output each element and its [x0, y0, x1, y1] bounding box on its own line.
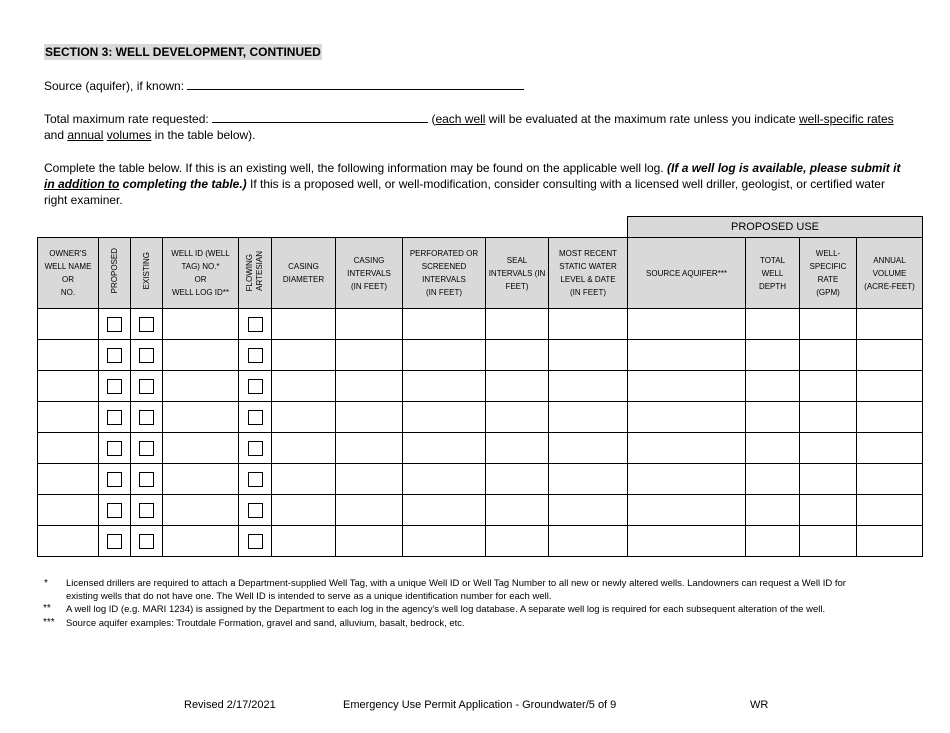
rate-volumes: volumes: [106, 128, 152, 142]
h-mr-3: LEVEL & DATE: [560, 275, 616, 284]
h-owner-2: WELL NAME: [44, 262, 92, 271]
table-cell: [239, 340, 272, 371]
table-cell[interactable]: [272, 340, 336, 371]
source-aquifer-label: Source (aquifer), if known:: [44, 79, 185, 93]
table-cell: [239, 402, 272, 433]
col-static-water-level: [549, 238, 628, 309]
table-row: [38, 495, 923, 526]
col-proposed: [99, 238, 131, 309]
table-cell[interactable]: [38, 464, 99, 495]
table-cell[interactable]: [38, 402, 99, 433]
table-cell: [131, 526, 163, 557]
flowing-artesian-checkbox[interactable]: [248, 534, 263, 549]
table-cell[interactable]: [746, 495, 800, 526]
h-ci-3: (IN FEET): [351, 281, 387, 291]
existing-checkbox[interactable]: [139, 379, 154, 394]
table-cell[interactable]: [746, 433, 800, 464]
footnote-3-text: Source aquifer examples: Troutdale Formation, gravel and sand, alluvium, basalt, bedrock, etc.: [66, 618, 465, 629]
footer-title: Emergency Use Permit Application - Groundwater/5 of 9: [343, 699, 617, 711]
table-cell: [99, 402, 131, 433]
table-cell: [131, 464, 163, 495]
proposed-checkbox[interactable]: [107, 534, 122, 549]
table-cell[interactable]: [628, 340, 746, 371]
flowing-artesian-checkbox[interactable]: [248, 472, 263, 487]
table-cell[interactable]: [336, 309, 403, 340]
table-cell[interactable]: [336, 526, 403, 557]
table-cell[interactable]: [163, 495, 239, 526]
table-cell[interactable]: [272, 464, 336, 495]
col-well-specific-rate: [800, 238, 857, 309]
col-flowing-artesian: [239, 238, 272, 309]
table-cell[interactable]: [857, 464, 923, 495]
h-ps-3: INTERVALS: [422, 275, 466, 284]
table-cell: [239, 526, 272, 557]
table-cell: [99, 526, 131, 557]
table-cell[interactable]: [857, 526, 923, 557]
table-cell[interactable]: [272, 526, 336, 557]
table-cell[interactable]: [549, 371, 628, 402]
table-cell[interactable]: [857, 402, 923, 433]
table-cell[interactable]: [486, 309, 549, 340]
h-owner-4: NO.: [60, 288, 76, 297]
table-cell[interactable]: [403, 526, 486, 557]
table-cell[interactable]: [800, 495, 857, 526]
h-seal-1: SEAL: [506, 255, 528, 265]
table-cell[interactable]: [549, 309, 628, 340]
table-cell: [239, 309, 272, 340]
table-cell[interactable]: [38, 340, 99, 371]
table-cell[interactable]: [403, 309, 486, 340]
h-source-aquifer: SOURCE AQUIFER***: [646, 268, 727, 278]
table-cell: [99, 464, 131, 495]
col-annual-volume: [857, 238, 923, 309]
instructions-line-2: [44, 176, 885, 192]
col-casing-intervals: [336, 238, 403, 309]
flowing-artesian-checkbox[interactable]: [248, 348, 263, 363]
table-cell[interactable]: [800, 309, 857, 340]
section-title: SECTION 3: WELL DEVELOPMENT, CONTINUED: [45, 45, 321, 59]
rate-and: and: [44, 128, 68, 142]
col-seal-intervals: [486, 238, 549, 309]
footer-code: WR: [750, 699, 769, 711]
proposed-checkbox[interactable]: [107, 317, 122, 332]
h-casing-1: CASING: [288, 262, 319, 271]
table-cell[interactable]: [800, 340, 857, 371]
h-mr-2: STATIC WATER: [559, 262, 617, 271]
table-cell[interactable]: [628, 371, 746, 402]
h-td-1: TOTAL: [759, 255, 786, 265]
table-cell[interactable]: [163, 402, 239, 433]
h-seal-2: INTERVALS (IN: [488, 268, 546, 278]
table-cell[interactable]: [800, 402, 857, 433]
h-ps-4: (IN FEET): [426, 288, 462, 297]
h-av-2: VOLUME: [872, 268, 907, 278]
table-cell: [99, 433, 131, 464]
table-cell: [99, 371, 131, 402]
table-cell[interactable]: [800, 371, 857, 402]
h-existing: EXISTING: [141, 252, 151, 290]
proposed-checkbox[interactable]: [107, 472, 122, 487]
footer-revised: Revised 2/17/2021: [184, 699, 276, 711]
table-cell[interactable]: [549, 495, 628, 526]
h-mr-4: (IN FEET): [570, 288, 606, 297]
table-cell[interactable]: [163, 309, 239, 340]
flowing-artesian-checkbox[interactable]: [248, 379, 263, 394]
existing-checkbox[interactable]: [139, 317, 154, 332]
instructions-a: Complete the table below. If this is an existing well, the following information may be found on the applicable well log.: [44, 161, 668, 175]
h-proposed: PROPOSED: [109, 248, 119, 294]
h-ws-1: WELL-: [815, 249, 841, 258]
table-cell[interactable]: [403, 402, 486, 433]
table-cell[interactable]: [403, 495, 486, 526]
instructions-d: completing the table.): [119, 177, 247, 191]
col-casing-diameter: [272, 238, 336, 309]
existing-checkbox[interactable]: [139, 410, 154, 425]
table-cell[interactable]: [746, 526, 800, 557]
table-cell[interactable]: [549, 433, 628, 464]
table-spacer: [38, 217, 628, 238]
table-cell[interactable]: [857, 371, 923, 402]
table-cell[interactable]: [857, 340, 923, 371]
h-av-1: ANNUAL: [873, 255, 906, 265]
h-td-3: DEPTH: [758, 281, 787, 291]
table-cell[interactable]: [549, 402, 628, 433]
flowing-artesian-checkbox[interactable]: [248, 410, 263, 425]
footnote-1-mark: *: [44, 578, 48, 589]
h-wellid-4: WELL LOG ID**: [171, 288, 230, 297]
h-ws-3: RATE: [817, 275, 839, 284]
table-cell[interactable]: [336, 495, 403, 526]
table-cell[interactable]: [628, 309, 746, 340]
table-cell: [239, 495, 272, 526]
h-seal-3: FEET): [505, 281, 529, 291]
table-cell[interactable]: [486, 526, 549, 557]
h-ws-2: SPECIFIC: [809, 262, 847, 271]
table-cell: [99, 309, 131, 340]
table-cell[interactable]: [38, 433, 99, 464]
rate-each-well: each well: [435, 112, 486, 126]
table-cell[interactable]: [486, 371, 549, 402]
table-cell[interactable]: [163, 371, 239, 402]
table-cell[interactable]: [800, 433, 857, 464]
h-ci-2: INTERVALS: [347, 268, 391, 278]
table-cell: [131, 371, 163, 402]
table-cell: [131, 402, 163, 433]
table-cell[interactable]: [272, 309, 336, 340]
table-cell[interactable]: [272, 371, 336, 402]
table-cell[interactable]: [272, 402, 336, 433]
col-perforated-intervals: [403, 238, 486, 309]
flowing-artesian-checkbox[interactable]: [248, 317, 263, 332]
h-artesian: ARTESIAN: [255, 251, 264, 291]
footnote-2-text: A well log ID (e.g. MARI 1234) is assigned by the Department to each log in the agency's well log database. A separate well log is required for each subsequent alteration of the well.: [66, 604, 826, 615]
table-cell[interactable]: [486, 340, 549, 371]
table-cell: [131, 340, 163, 371]
col-source-aquifer: [628, 238, 746, 309]
table-cell[interactable]: [403, 371, 486, 402]
table-cell[interactable]: [746, 402, 800, 433]
table-cell[interactable]: [163, 526, 239, 557]
table-row: [38, 309, 923, 340]
table-cell[interactable]: [336, 371, 403, 402]
max-rate-label: Total maximum rate requested:: [44, 112, 209, 126]
table-cell[interactable]: [486, 433, 549, 464]
h-td-2: WELL: [761, 268, 784, 278]
table-cell[interactable]: [38, 371, 99, 402]
footnote-1-line-1: Licensed drillers are required to attach a Department-supplied Well Tag, with a unique Well ID or Well Tag Number to all new or newly altered wells. Landowners can request a Well ID for: [66, 578, 846, 589]
rate-annual: annual: [67, 128, 104, 142]
well-rows: [38, 309, 923, 557]
table-cell: [131, 309, 163, 340]
table-cell: [99, 340, 131, 371]
col-existing: [131, 238, 163, 309]
table-cell[interactable]: [549, 340, 628, 371]
table-cell[interactable]: [857, 495, 923, 526]
proposed-checkbox[interactable]: [107, 441, 122, 456]
table-cell[interactable]: [272, 433, 336, 464]
table-cell[interactable]: [272, 495, 336, 526]
rate-text-1: (: [431, 112, 436, 126]
table-cell[interactable]: [800, 526, 857, 557]
h-ps-1: PERFORATED OR: [409, 249, 479, 258]
max-rate-line-2: [44, 127, 256, 143]
table-cell[interactable]: [746, 340, 800, 371]
table-cell[interactable]: [800, 464, 857, 495]
table-cell[interactable]: [857, 309, 923, 340]
proposed-checkbox[interactable]: [107, 410, 122, 425]
well-table: [37, 216, 923, 557]
h-wellid-2: TAG) NO.*: [181, 262, 220, 271]
table-row: [38, 371, 923, 402]
instructions-line-1: [44, 160, 900, 176]
instructions-c: in addition to: [44, 177, 120, 191]
h-wellid-3: OR: [194, 275, 207, 284]
table-cell[interactable]: [628, 433, 746, 464]
table-cell[interactable]: [628, 495, 746, 526]
column-header-row: [38, 238, 923, 309]
rate-text-2: will be evaluated at the maximum rate unless you indicate: [485, 112, 799, 126]
table-cell[interactable]: [163, 464, 239, 495]
footnote-3-mark: ***: [43, 617, 55, 628]
existing-checkbox[interactable]: [139, 348, 154, 363]
existing-checkbox[interactable]: [139, 472, 154, 487]
proposed-use-row: [38, 217, 923, 238]
proposed-checkbox[interactable]: [107, 348, 122, 363]
table-cell: [99, 495, 131, 526]
rate-well-specific: well-specific rates: [798, 112, 894, 126]
table-cell[interactable]: [549, 526, 628, 557]
table-row: [38, 402, 923, 433]
table-cell[interactable]: [403, 340, 486, 371]
table-cell: [239, 464, 272, 495]
table-cell[interactable]: [746, 371, 800, 402]
table-cell[interactable]: [403, 464, 486, 495]
h-ci-1: CASING: [353, 255, 385, 265]
proposed-checkbox[interactable]: [107, 379, 122, 394]
max-rate-field[interactable]: [212, 111, 428, 123]
source-aquifer-field[interactable]: [187, 78, 524, 90]
table-cell[interactable]: [336, 402, 403, 433]
col-total-well-depth: [746, 238, 800, 309]
h-flowing: FLOWING: [245, 253, 254, 291]
existing-checkbox[interactable]: [139, 503, 154, 518]
h-owner-1: OWNER'S: [49, 249, 87, 258]
table-cell: [239, 371, 272, 402]
table-cell[interactable]: [746, 309, 800, 340]
table-cell[interactable]: [628, 402, 746, 433]
table-cell[interactable]: [38, 526, 99, 557]
table-cell[interactable]: [38, 495, 99, 526]
table-cell: [131, 495, 163, 526]
instructions-b: (If a well log is available, please submit it: [667, 161, 901, 175]
table-cell[interactable]: [336, 340, 403, 371]
table-row: [38, 526, 923, 557]
table-cell[interactable]: [486, 495, 549, 526]
h-casing-2: DIAMETER: [282, 275, 325, 284]
table-cell: [131, 433, 163, 464]
max-rate-line: [44, 111, 894, 127]
table-cell[interactable]: [628, 464, 746, 495]
existing-checkbox[interactable]: [139, 441, 154, 456]
h-wellid-1: WELL ID (WELL: [171, 249, 230, 258]
table-cell[interactable]: [857, 433, 923, 464]
existing-checkbox[interactable]: [139, 534, 154, 549]
table-cell: [239, 433, 272, 464]
h-av-3: (ACRE-FEET): [864, 281, 915, 291]
table-cell[interactable]: [628, 526, 746, 557]
table-cell[interactable]: [163, 433, 239, 464]
instructions-line-3: right examiner.: [44, 193, 123, 207]
h-ws-4: (GPM): [816, 288, 840, 297]
flowing-artesian-checkbox[interactable]: [248, 441, 263, 456]
table-cell[interactable]: [403, 433, 486, 464]
proposed-checkbox[interactable]: [107, 503, 122, 518]
table-cell[interactable]: [746, 464, 800, 495]
table-cell[interactable]: [486, 464, 549, 495]
proposed-use-header: PROPOSED USE: [628, 217, 923, 238]
source-aquifer-line: [44, 78, 524, 94]
h-mr-1: MOST RECENT: [558, 249, 618, 258]
table-row: [38, 340, 923, 371]
table-row: [38, 464, 923, 495]
col-owners-well-name: [38, 238, 99, 309]
rate-end: in the table below).: [151, 128, 256, 142]
table-cell[interactable]: [486, 402, 549, 433]
table-cell[interactable]: [336, 464, 403, 495]
h-owner-3: OR: [62, 275, 74, 284]
table-cell[interactable]: [549, 464, 628, 495]
footnote-1-line-2: existing wells that do not have one. The Well ID is intended to serve as a unique identification number for each well.: [66, 591, 552, 602]
flowing-artesian-checkbox[interactable]: [248, 503, 263, 518]
table-cell[interactable]: [38, 309, 99, 340]
table-row: [38, 433, 923, 464]
table-cell[interactable]: [163, 340, 239, 371]
table-cell[interactable]: [336, 433, 403, 464]
col-well-id: [163, 238, 239, 309]
h-ps-2: SCREENED: [421, 262, 467, 271]
instructions-e: If this is a proposed well, or well-modification, consider consulting with a licensed well driller, geologist, or certified water: [246, 177, 885, 191]
footnote-2-mark: **: [43, 603, 51, 614]
